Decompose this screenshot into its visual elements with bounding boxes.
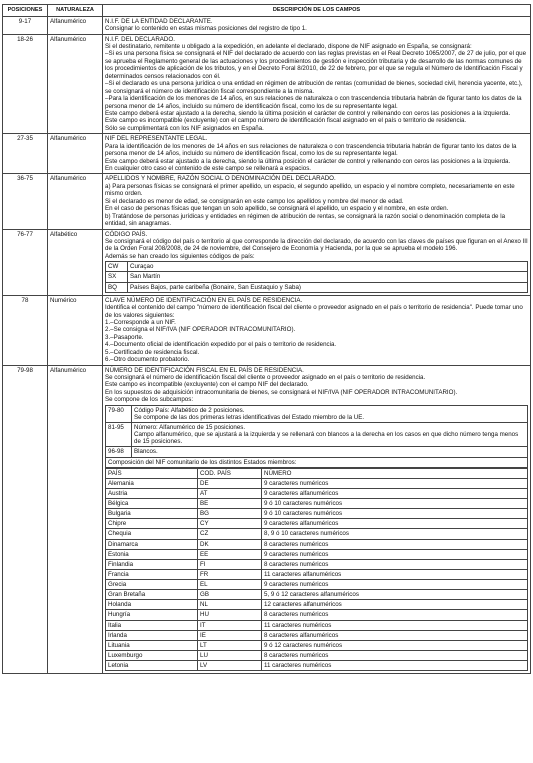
description-line: Este campo deberá estar ajustado a la derecha, siendo la última posición el carácter de control y rellenando con ceros las posiciones a la izquierda. <box>105 157 511 165</box>
composition-header: PAÍS <box>106 468 198 478</box>
description-line: 4.–Documento oficial de identificación expedido por el país o territorio de residencia. <box>105 341 337 349</box>
description-line: Se compone de los subcampos: <box>105 396 194 404</box>
header-positions: POSICIONES <box>3 5 48 17</box>
composition-number-format: 5, 9 ó 12 caracteres alfanuméricos <box>262 590 528 600</box>
subfield-description <box>132 447 528 457</box>
description-line: 1.–Corresponde a un NIF. <box>105 318 176 326</box>
composition-row <box>106 580 528 590</box>
description-line: a) Para personas físicas se consignará el primer apellido, un espacio, el segundo apellido, un espacio y el nombre completo, necesariamente en este mismo orden. <box>105 182 515 198</box>
row-description <box>103 134 531 174</box>
composition-number-format: 8 caracteres alfanuméricos <box>262 630 528 640</box>
description-line: Este campo deberá estar ajustado a la derecha, siendo la última posición el carácter de control y rellenando con ceros las posiciones a la izquierda. <box>105 109 511 117</box>
composition-row <box>106 590 528 600</box>
row-nature: Numérico <box>48 295 103 365</box>
subfield-row <box>106 447 528 457</box>
subfield-line: Número: Alfanumérico de 15 posiciones. <box>134 424 246 432</box>
row-description <box>103 229 531 295</box>
composition-country: Chipre <box>106 519 198 529</box>
country-code-row <box>106 262 528 272</box>
description-line: Para la identificación de los menores de 14 años en sus relaciones de naturaleza o con trascendencia tributaria habrán de figurar tanto los datos de la persona menor de 14 años, incluido su número de identificación fiscal, como los de su representante legal. <box>105 142 517 158</box>
composition-country: Italia <box>106 620 198 630</box>
composition-country: Chequia <box>106 529 198 539</box>
composition-row <box>106 620 528 630</box>
description-line: Identifica el contenido del campo "número de identificación fiscal del cliente o proveedor asignado en el país o territorio de residencia". Puede tomar uno de los valores siguientes: <box>105 304 523 319</box>
subfields-table <box>105 405 528 468</box>
description-line: En el caso de personas físicas que tengan un solo apellido, se consignará el apellido, un espacio y el nombre, en este orden. <box>105 205 449 213</box>
row-nature: Alfanumérico <box>48 365 103 674</box>
composition-country-code: CZ <box>198 529 262 539</box>
country-name: Curaçao <box>128 262 528 272</box>
composition-number-format: 9 caracteres numéricos <box>262 549 528 559</box>
country-code-row <box>106 272 528 282</box>
table-header-row <box>3 5 531 17</box>
table-row <box>3 295 531 365</box>
description-line: Sólo se cumplimentará con los NIF asignados en España. <box>105 124 264 132</box>
composition-country: Hungría <box>106 610 198 620</box>
composition-country-code: AT <box>198 488 262 498</box>
description-line: Además se han creado los siguientes códigos de país: <box>105 252 255 260</box>
table-row <box>3 229 531 295</box>
composition-row <box>106 488 528 498</box>
description-line: Este campo es incompatible (excluyente) con el campo número de identificación fiscal asignado en el país o territorio de residencia. <box>105 117 467 125</box>
composition-country: Luxemburgo <box>106 650 198 660</box>
header-description: DESCRIPCIÓN DE LOS CAMPOS <box>103 5 531 17</box>
composition-header: COD. PAÍS <box>198 468 262 478</box>
composition-number-format: 8, 9 ó 10 caracteres numéricos <box>262 529 528 539</box>
composition-row <box>106 650 528 660</box>
country-name: San Martín <box>128 272 528 282</box>
composition-country-code: DK <box>198 539 262 549</box>
description-line: Si el declarado es menor de edad, se consignarán en este campo los apellidos y nombre del menor de edad. <box>105 197 404 205</box>
country-name: Países Bajos, parte caribeña (Bonaire, San Eustaquio y Saba) <box>128 282 528 292</box>
description-line: –Si el declarado es una persona jurídica o una entidad en régimen de atribución de rentas (comunidad de bienes, sociedad civil, herencia yacente, etc.), se consignará el número de identificación fiscal correspondiente a la misma. <box>105 80 523 95</box>
composition-country-code: IT <box>198 620 262 630</box>
composition-country-code: GB <box>198 590 262 600</box>
description-line: Este campo es incompatible (excluyente) con el campo NIF del declarado. <box>105 381 309 389</box>
composition-header-row <box>106 468 528 478</box>
composition-country-code: BE <box>198 499 262 509</box>
subfield-line: Código País: Alfabético de 2 posiciones. <box>134 406 245 414</box>
composition-row <box>106 509 528 519</box>
composition-country-code: LT <box>198 640 262 650</box>
composition-country: Dinamarca <box>106 539 198 549</box>
row-positions: 79-98 <box>3 365 48 674</box>
composition-number-format: 8 caracteres numéricos <box>262 650 528 660</box>
composition-country: Lituania <box>106 640 198 650</box>
table-row <box>3 16 531 34</box>
composition-row <box>106 661 528 671</box>
composition-row <box>106 640 528 650</box>
country-codes-table <box>105 261 528 292</box>
composition-number-format: 11 caracteres numéricos <box>262 661 528 671</box>
subfield-positions: 81-95 <box>106 423 132 447</box>
composition-country-code: FR <box>198 569 262 579</box>
composition-country: Estonia <box>106 549 198 559</box>
row-nature: Alfanumérico <box>48 134 103 174</box>
composition-country-code: EE <box>198 549 262 559</box>
row-positions: 27-35 <box>3 134 48 174</box>
description-line: Se consignará el número de identificación fiscal del cliente o proveedor asignado en el país o territorio de residencia. <box>105 374 426 382</box>
composition-country: Alemania <box>106 478 198 488</box>
row-nature: Alfanumérico <box>48 174 103 229</box>
table-row <box>3 34 531 134</box>
composition-number-format: 11 caracteres alfanuméricos <box>262 569 528 579</box>
field-title: CÓDIGO PAÍS. <box>105 230 148 238</box>
composition-number-format: 9 ó 10 caracteres numéricos <box>262 509 528 519</box>
composition-country-code: DE <box>198 478 262 488</box>
composition-number-format: 9 ó 10 caracteres numéricos <box>262 499 528 509</box>
composition-number-format: 9 caracteres numéricos <box>262 478 528 488</box>
subfield-description <box>132 423 528 447</box>
row-positions: 9-17 <box>3 16 48 34</box>
composition-row <box>106 610 528 620</box>
composition-table <box>105 468 528 672</box>
composition-title-row <box>106 457 528 467</box>
composition-number-format: 9 caracteres alfanuméricos <box>262 519 528 529</box>
table-row <box>3 134 531 174</box>
field-title: CLAVE NÚMERO DE IDENTIFICACIÓN EN EL PAÍS DE RESIDENCIA. <box>105 296 303 304</box>
composition-row <box>106 569 528 579</box>
composition-country: Bulgaria <box>106 509 198 519</box>
description-line: 3.–Pasaporte. <box>105 333 144 341</box>
composition-country-code: FI <box>198 559 262 569</box>
description-line: Si el destinatario, remitente u obligado a la expedición, en adelante el declarado, dispone de NIF asignado en España, se consignará: <box>105 43 472 51</box>
composition-country-code: CY <box>198 519 262 529</box>
row-positions: 76-77 <box>3 229 48 295</box>
composition-row <box>106 630 528 640</box>
description-line: 2.–Se consigna el NIF/IVA (NIF OPERADOR INTRACOMUNITARIO). <box>105 326 296 334</box>
field-title: APELLIDOS Y NOMBRE, RAZÓN SOCIAL O DENOMINACIÓN DEL DECLARADO. <box>105 175 336 183</box>
row-nature: Alfanumérico <box>48 16 103 34</box>
composition-country-code: LU <box>198 650 262 660</box>
field-title: NIF DEL REPRESENTANTE LEGAL. <box>105 135 208 143</box>
composition-number-format: 8 caracteres numéricos <box>262 559 528 569</box>
composition-row <box>106 559 528 569</box>
row-description <box>103 34 531 134</box>
description-line: En los supuestos de adquisición intracomunitaria de bienes, se consignará el NIF/IVA (NIF OPERADOR INTRACOMUNITARIO). <box>105 388 458 396</box>
composition-number-format: 8 caracteres numéricos <box>262 610 528 620</box>
composition-number-format: 9 ó 12 caracteres numéricos <box>262 640 528 650</box>
row-positions: 78 <box>3 295 48 365</box>
composition-country-code: NL <box>198 600 262 610</box>
composition-country: Irlanda <box>106 630 198 640</box>
header-nature: NATURALEZA <box>48 5 103 17</box>
composition-number-format: 12 caracteres alfanuméricos <box>262 600 528 610</box>
description-line: Consignar lo contenido en estas mismas posiciones del registro de tipo 1. <box>105 25 307 33</box>
composition-country-code: BG <box>198 509 262 519</box>
composition-row <box>106 478 528 488</box>
subfield-line: Se compone de las dos primeras letras identificativas del Estado miembro de la UE. <box>134 413 365 421</box>
composition-number-format: 9 caracteres alfanuméricos <box>262 488 528 498</box>
composition-country: Bélgica <box>106 499 198 509</box>
field-title: N.I.F. DEL DECLARADO. <box>105 35 175 43</box>
row-description <box>103 295 531 365</box>
subfield-line: Campo alfanumérico, que se ajustará a la izquierda y se rellenará con blancos a la derecha en los casos en que dicho número tenga menos de 15 posiciones. <box>134 431 519 446</box>
composition-number-format: 8 caracteres numéricos <box>262 539 528 549</box>
composition-row <box>106 600 528 610</box>
field-title: NÚMERO DE IDENTIFICACIÓN FISCAL EN EL PAÍS DE RESIDENCIA. <box>105 366 304 374</box>
composition-country-code: LV <box>198 661 262 671</box>
fields-table <box>2 4 531 674</box>
composition-country: Gran Bretaña <box>106 590 198 600</box>
row-positions: 18-26 <box>3 34 48 134</box>
document-page <box>2 4 531 674</box>
table-row <box>3 174 531 229</box>
composition-row <box>106 549 528 559</box>
composition-country: Letonia <box>106 661 198 671</box>
composition-number-format: 11 caracteres numéricos <box>262 620 528 630</box>
subfield-line: Blancos. <box>134 448 158 456</box>
subfield-positions: 79-80 <box>106 405 132 422</box>
composition-country-code: HU <box>198 610 262 620</box>
subfield-description <box>132 405 528 422</box>
table-row <box>3 365 531 674</box>
description-line: En cualquier otro caso el contenido de este campo se rellenará a espacios. <box>105 165 312 173</box>
composition-country: Grecia <box>106 580 198 590</box>
composition-country-code: EL <box>198 580 262 590</box>
composition-row <box>106 519 528 529</box>
description-line: –Para la identificación de los menores de 14 años, en sus relaciones de naturaleza o con trascendencia tributaria habrán de figurar tanto los datos de la persona menor de 14 años, incluido su número de identificación fiscal, como los de su representante legal. <box>105 95 522 110</box>
composition-title: Composición del NIF comunitario de los distintos Estados miembros: <box>106 457 528 467</box>
country-code: CW <box>106 262 128 272</box>
composition-row <box>106 529 528 539</box>
composition-country: Francia <box>106 569 198 579</box>
composition-number-format: 9 caracteres numéricos <box>262 580 528 590</box>
description-line: 5.–Certificado de residencia fiscal. <box>105 348 200 356</box>
row-nature: Alfanumérico <box>48 34 103 134</box>
subfield-row <box>106 405 528 422</box>
row-description <box>103 174 531 229</box>
composition-country: Holanda <box>106 600 198 610</box>
country-code: SX <box>106 272 128 282</box>
country-code-row <box>106 282 528 292</box>
composition-country: Finlandia <box>106 559 198 569</box>
subfield-row <box>106 423 528 447</box>
field-title: N.I.F. DE LA ENTIDAD DECLARANTE. <box>105 17 213 25</box>
composition-row <box>106 539 528 549</box>
row-positions: 36-75 <box>3 174 48 229</box>
composition-country: Austria <box>106 488 198 498</box>
composition-country-code: IE <box>198 630 262 640</box>
row-description <box>103 16 531 34</box>
country-code: BQ <box>106 282 128 292</box>
composition-header: NÚMERO <box>262 468 528 478</box>
description-line: –Si es una persona física se consignará el NIF del declarado de acuerdo con las reglas previstas en el Real Decreto 1065/2007, de 27 de julio, por el que se aprueba el Reglamento general de las actuaciones y los procedimientos de gestión e inspección tributaria y de desarrollo de las normas comunes de los procedimientos de aplicación de los tributos, y en el Decreto Foral 8/2010, de 22 de febrero, por el que se regula el Número de Identificación Fiscal y determinados censos relacionados con él. <box>105 50 527 80</box>
description-line: b) Tratándose de personas jurídicas y entidades en régimen de atribución de rentas, se consignará la razón social o denominación completa de la entidad, sin anagramas. <box>105 212 506 228</box>
description-line: Se consignará el código del país o territorio al que corresponde la dirección del declarado, de acuerdo con las claves de países que figuran en el Anexo III de la Orden Foral 208/2008, de 24 de noviembre, del Consejero de Economía y Hacienda, por la que se aprueba el modelo 196. <box>105 237 528 253</box>
description-line: 6.–Otro documento probatorio. <box>105 356 190 364</box>
composition-row <box>106 499 528 509</box>
subfield-positions: 96-98 <box>106 447 132 457</box>
row-nature: Alfabético <box>48 229 103 295</box>
row-description <box>103 365 531 674</box>
